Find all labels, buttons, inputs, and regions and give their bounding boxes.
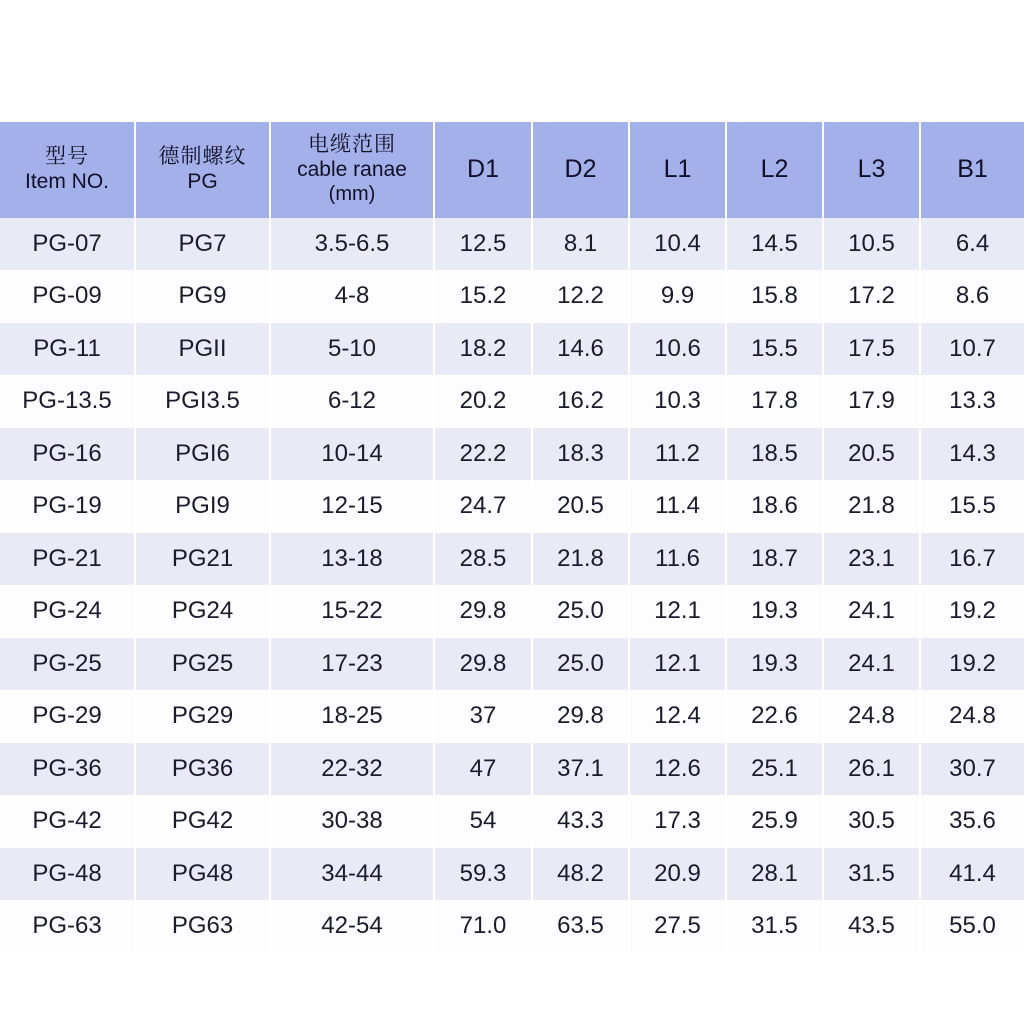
table-row (0, 270, 1024, 323)
table-cell: PG42 (135, 795, 270, 848)
table-cell: 19.2 (920, 585, 1024, 638)
table-cell: 10.4 (629, 218, 726, 270)
table-cell: 11.2 (629, 428, 726, 481)
table-row (0, 428, 1024, 481)
table-cell: 20.5 (823, 428, 920, 481)
table-cell: 18-25 (270, 690, 434, 743)
table-cell: 25.9 (726, 795, 823, 848)
table-cell: 17.3 (629, 795, 726, 848)
table-cell: 12.2 (532, 270, 629, 323)
table-cell: 22-32 (270, 743, 434, 796)
table-cell: PG7 (135, 218, 270, 270)
table-cell: 30-38 (270, 795, 434, 848)
table-cell: PG36 (135, 743, 270, 796)
table-cell: 29.8 (434, 638, 532, 691)
table-cell: 22.6 (726, 690, 823, 743)
column-header-l2 (726, 122, 823, 218)
table-cell: PG24 (135, 585, 270, 638)
table-header (0, 122, 1024, 218)
table-cell: PG-07 (0, 218, 135, 270)
column-header-l3 (823, 122, 920, 218)
table-cell: 29.8 (434, 585, 532, 638)
table-row (0, 480, 1024, 533)
column-header-d2 (532, 122, 629, 218)
table-cell: 63.5 (532, 900, 629, 953)
table-cell: PG-48 (0, 848, 135, 901)
table-cell: 14.3 (920, 428, 1024, 481)
table-cell: 12.1 (629, 585, 726, 638)
table-cell: PG9 (135, 270, 270, 323)
table-cell: 20.2 (434, 375, 532, 428)
table-cell: 18.7 (726, 533, 823, 586)
table-cell: 34-44 (270, 848, 434, 901)
table-cell: PGII (135, 323, 270, 376)
table-cell: 18.5 (726, 428, 823, 481)
table-row (0, 690, 1024, 743)
table-cell: 30.7 (920, 743, 1024, 796)
table-cell: 48.2 (532, 848, 629, 901)
column-header-b1-label: B1 (957, 155, 988, 184)
table-cell: PG-63 (0, 900, 135, 953)
table-cell: 25.1 (726, 743, 823, 796)
table-cell: PG25 (135, 638, 270, 691)
table-cell: 16.7 (920, 533, 1024, 586)
table-cell: 23.1 (823, 533, 920, 586)
table-row (0, 900, 1024, 953)
table-row (0, 323, 1024, 376)
table-cell: 28.1 (726, 848, 823, 901)
table-cell: 10.6 (629, 323, 726, 376)
table-cell: PG48 (135, 848, 270, 901)
table-cell: 5-10 (270, 323, 434, 376)
table-cell: 21.8 (823, 480, 920, 533)
table-cell: 37.1 (532, 743, 629, 796)
table-cell: 11.6 (629, 533, 726, 586)
table-cell: 31.5 (726, 900, 823, 953)
column-header-pg-thread (135, 122, 270, 218)
table-cell: PGI6 (135, 428, 270, 481)
table-cell: PG-16 (0, 428, 135, 481)
table-cell: PG21 (135, 533, 270, 586)
table-cell: 17-23 (270, 638, 434, 691)
table-row (0, 585, 1024, 638)
table-cell: 41.4 (920, 848, 1024, 901)
cable-gland-spec-table (0, 122, 1024, 953)
table-row (0, 375, 1024, 428)
table-cell: 15-22 (270, 585, 434, 638)
table-cell: 47 (434, 743, 532, 796)
table-cell: 13.3 (920, 375, 1024, 428)
table-cell: 24.7 (434, 480, 532, 533)
column-header-d1 (434, 122, 532, 218)
table-cell: 19.3 (726, 638, 823, 691)
table-cell: 10-14 (270, 428, 434, 481)
table-cell: 25.0 (532, 638, 629, 691)
spec-table-container (0, 122, 1024, 953)
table-cell: 12.6 (629, 743, 726, 796)
table-row (0, 218, 1024, 270)
column-header-cable-range-en: cable ranae (297, 158, 407, 182)
table-cell: PG-24 (0, 585, 135, 638)
column-header-d1-label: D1 (467, 155, 499, 184)
column-header-l3-label: L3 (857, 155, 886, 184)
table-cell: PG-09 (0, 270, 135, 323)
table-cell: 10.7 (920, 323, 1024, 376)
table-cell: 28.5 (434, 533, 532, 586)
table-cell: 37 (434, 690, 532, 743)
table-cell: 8.1 (532, 218, 629, 270)
table-cell: 26.1 (823, 743, 920, 796)
table-cell: 24.8 (920, 690, 1024, 743)
table-cell: 15.2 (434, 270, 532, 323)
table-cell: 18.3 (532, 428, 629, 481)
table-cell: 19.2 (920, 638, 1024, 691)
table-row (0, 638, 1024, 691)
table-cell: 14.5 (726, 218, 823, 270)
table-cell: PG-36 (0, 743, 135, 796)
table-cell: 12.1 (629, 638, 726, 691)
table-cell: 3.5-6.5 (270, 218, 434, 270)
table-cell: 10.3 (629, 375, 726, 428)
column-header-item-no-en: Item NO. (24, 170, 109, 193)
table-cell: 20.5 (532, 480, 629, 533)
table-cell: PG-21 (0, 533, 135, 586)
table-cell: 42-54 (270, 900, 434, 953)
table-cell: 29.8 (532, 690, 629, 743)
column-header-pg-thread-cn: 德制螺纹 (158, 145, 247, 169)
column-header-cable-range-unit: (mm) (328, 182, 376, 205)
table-cell: 55.0 (920, 900, 1024, 953)
table-cell: 18.6 (726, 480, 823, 533)
table-cell: 31.5 (823, 848, 920, 901)
table-cell: 20.9 (629, 848, 726, 901)
table-cell: 9.9 (629, 270, 726, 323)
table-cell: 24.1 (823, 585, 920, 638)
table-body (0, 218, 1024, 953)
table-cell: 14.6 (532, 323, 629, 376)
table-cell: 71.0 (434, 900, 532, 953)
table-cell: PG-19 (0, 480, 135, 533)
table-cell: 12.4 (629, 690, 726, 743)
table-cell: 11.4 (629, 480, 726, 533)
table-cell: 18.2 (434, 323, 532, 376)
table-cell: 17.9 (823, 375, 920, 428)
column-header-l2-label: L2 (760, 155, 789, 184)
column-header-l1-label: L1 (663, 155, 692, 184)
table-cell: 12.5 (434, 218, 532, 270)
table-cell: 13-18 (270, 533, 434, 586)
table-cell: 4-8 (270, 270, 434, 323)
table-cell: PG-42 (0, 795, 135, 848)
column-header-pg-thread-en: PG (187, 170, 218, 193)
column-header-cable-range-cn: 电缆范围 (308, 133, 396, 157)
table-cell: 15.5 (726, 323, 823, 376)
table-row (0, 795, 1024, 848)
table-cell: 6.4 (920, 218, 1024, 270)
table-cell: PG-29 (0, 690, 135, 743)
table-cell: 43.5 (823, 900, 920, 953)
table-cell: PG-25 (0, 638, 135, 691)
table-cell: 43.3 (532, 795, 629, 848)
table-cell: 17.8 (726, 375, 823, 428)
table-cell: 35.6 (920, 795, 1024, 848)
table-cell: 15.8 (726, 270, 823, 323)
table-row (0, 743, 1024, 796)
column-header-item-no-cn: 型号 (45, 145, 89, 169)
table-cell: 12-15 (270, 480, 434, 533)
table-cell: PG-11 (0, 323, 135, 376)
table-cell: 19.3 (726, 585, 823, 638)
table-cell: PG-13.5 (0, 375, 135, 428)
table-cell: PG29 (135, 690, 270, 743)
column-header-b1 (920, 122, 1024, 218)
table-cell: 22.2 (434, 428, 532, 481)
column-header-cable-range (270, 122, 434, 218)
table-cell: 6-12 (270, 375, 434, 428)
table-cell: 17.5 (823, 323, 920, 376)
table-cell: 17.2 (823, 270, 920, 323)
table-cell: 54 (434, 795, 532, 848)
column-header-item-no (0, 122, 135, 218)
table-cell: PG63 (135, 900, 270, 953)
table-row (0, 848, 1024, 901)
table-cell: 15.5 (920, 480, 1024, 533)
table-cell: 27.5 (629, 900, 726, 953)
table-cell: 8.6 (920, 270, 1024, 323)
table-cell: PGI9 (135, 480, 270, 533)
table-cell: 10.5 (823, 218, 920, 270)
table-cell: 16.2 (532, 375, 629, 428)
table-cell: 25.0 (532, 585, 629, 638)
column-header-d2-label: D2 (564, 155, 597, 184)
table-cell: 59.3 (434, 848, 532, 901)
table-cell: 21.8 (532, 533, 629, 586)
table-cell: PGI3.5 (135, 375, 270, 428)
table-header-row (0, 122, 1024, 218)
table-cell: 30.5 (823, 795, 920, 848)
table-cell: 24.1 (823, 638, 920, 691)
table-cell: 24.8 (823, 690, 920, 743)
table-row (0, 533, 1024, 586)
column-header-l1 (629, 122, 726, 218)
